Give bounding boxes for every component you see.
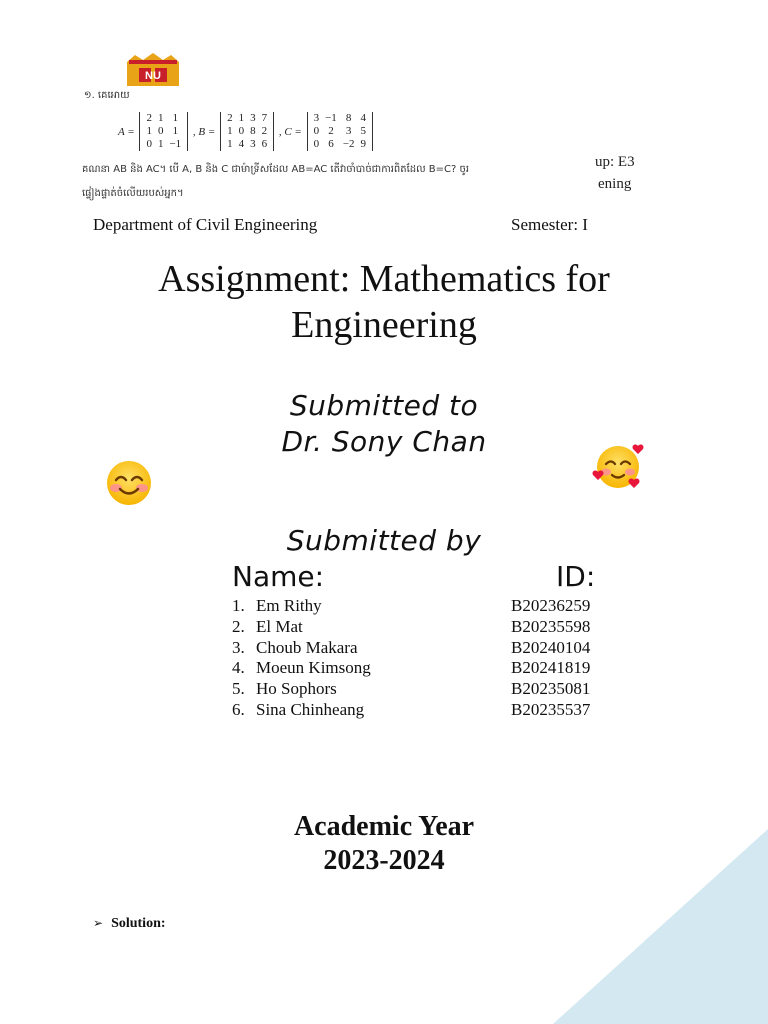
solution-heading [93,916,166,932]
matrix_A-cell: 1 [172,112,179,124]
member-row [232,617,612,638]
matrix_A-row [143,125,184,138]
academic-year [0,810,768,878]
member-number: 5. [232,679,245,699]
problem-line-2: ផ្ទៀងផ្ទាត់ចំលើយរបស់អ្នក។ [82,188,184,199]
problem-line-1: គណនា AB និង AC។ បើ A, B និង C ជាម៉ាទ្រីសដែល AB=AC តើវាចាំបាច់ជាការពិតដែល B=C? ចូរ [82,164,470,175]
member-id: B20235081 [511,679,591,699]
matrix-c [307,112,373,151]
matrix_B-row [224,112,270,125]
problem-number: ១. គេអោយ [84,90,130,101]
id-column-header: ID: [556,560,596,593]
matrix_C-row [311,112,369,125]
member-number: 2. [232,616,245,636]
member-row [232,679,612,700]
member-id: B20236259 [511,596,591,615]
matrix_B-cell: 6 [261,138,268,150]
member-row [232,658,612,679]
matrix_C-cell: 8 [345,112,352,124]
matrix_B-cell: 4 [238,138,245,150]
submitted-to-label: Submitted to [289,389,479,422]
lecturer-name: Dr. Sony Chan [281,425,487,458]
matrix_A-row [143,138,184,151]
matrix_C-row [311,125,369,138]
matrix_C-row [311,138,369,151]
svg-text:NU: NU [145,70,161,82]
matrix-c-label: , C = [278,125,302,138]
member-name: El Mat [256,616,303,636]
member-name: Choub Makara [256,637,358,657]
smiling-face-with-hearts-icon [592,442,646,492]
matrix_C-cell: 3 [345,125,352,137]
matrix_B-cell: 3 [250,112,256,124]
matrix_B-cell: 0 [238,125,245,137]
member-name: Ho Sophors [256,679,337,699]
matrix_B-cell: 1 [227,138,233,150]
matrix_C-cell: −2 [342,138,355,150]
member-id: B20235537 [511,699,591,719]
field-text-fragment: ening [598,176,632,192]
matrix_A-cell: 1 [146,125,152,137]
member-number: 6. [232,699,245,719]
group-text-fragment: up: E3 [595,154,635,170]
member-id: B20241819 [511,658,591,678]
matrix_A-cell: 1 [157,112,164,124]
member-row [232,638,612,659]
member-id: B20240104 [511,637,591,657]
matrix_C-cell: 0 [313,125,320,137]
academic-year-value: 2023-2024 [323,845,445,876]
matrix_A-cell: −1 [169,138,182,150]
matrix_B-cell: 8 [250,125,256,137]
problem-image [78,86,598,206]
matrix_C-cell: 4 [360,112,367,124]
matrix_C-cell: 6 [328,138,334,150]
member-number: 3. [232,637,245,657]
title-line-1: Assignment: Mathematics for [158,258,610,300]
matrix_B-cell: 1 [227,125,233,137]
matrix_B-row [224,125,270,138]
matrix_C-cell: −1 [325,112,337,124]
matrix_C-cell: 5 [360,125,367,137]
member-row [232,700,612,721]
matrix-b-label: , B = [192,125,216,138]
matrix_A-cell: 1 [172,125,179,137]
matrix_B-cell: 2 [261,125,268,137]
matrix_A-cell: 0 [157,125,164,137]
member-number: 4. [232,658,245,678]
matrix_B-cell: 1 [238,112,245,124]
member-name: Sina Chinheang [256,699,365,719]
matrix_A-cell: 2 [146,112,152,124]
matrix_B-cell: 7 [261,112,268,124]
member-name: Moeun Kimsong [256,658,371,678]
matrix_B-row [224,138,270,151]
matrix_A-cell: 1 [157,138,164,150]
member-row [232,596,612,617]
matrix-a [139,112,188,151]
matrix_C-cell: 3 [313,112,320,124]
solution-label: Solution: [111,916,166,931]
academic-year-label: Academic Year [293,811,475,842]
assignment-title [0,256,768,348]
member-id: B20235598 [511,616,591,636]
university-logo [125,52,181,88]
matrix_C-cell: 0 [313,138,320,150]
name-column-header: Name: [232,560,325,593]
smiling-face-icon [105,459,153,507]
matrix_B-cell: 3 [250,138,256,150]
matrix_C-cell: 9 [360,138,367,150]
matrix_B-cell: 2 [227,112,233,124]
arrowhead-bullet-icon: ➢ [93,916,104,930]
matrix-b [220,112,274,151]
member-list [232,596,612,721]
title-line-2: Engineering [291,304,477,346]
matrix_C-cell: 2 [328,125,334,137]
member-number: 1. [232,596,245,615]
matrix_A-row [143,112,184,125]
matrix-a-label: A = [118,125,135,138]
department: Department of Civil Engineering [93,215,318,234]
matrix-row [118,112,375,151]
matrix_A-cell: 0 [146,138,152,150]
submitted-by-label: Submitted by [286,524,482,557]
semester: Semester: I [511,215,588,234]
member-name: Em Rithy [256,596,322,615]
submitted-to [0,388,768,460]
